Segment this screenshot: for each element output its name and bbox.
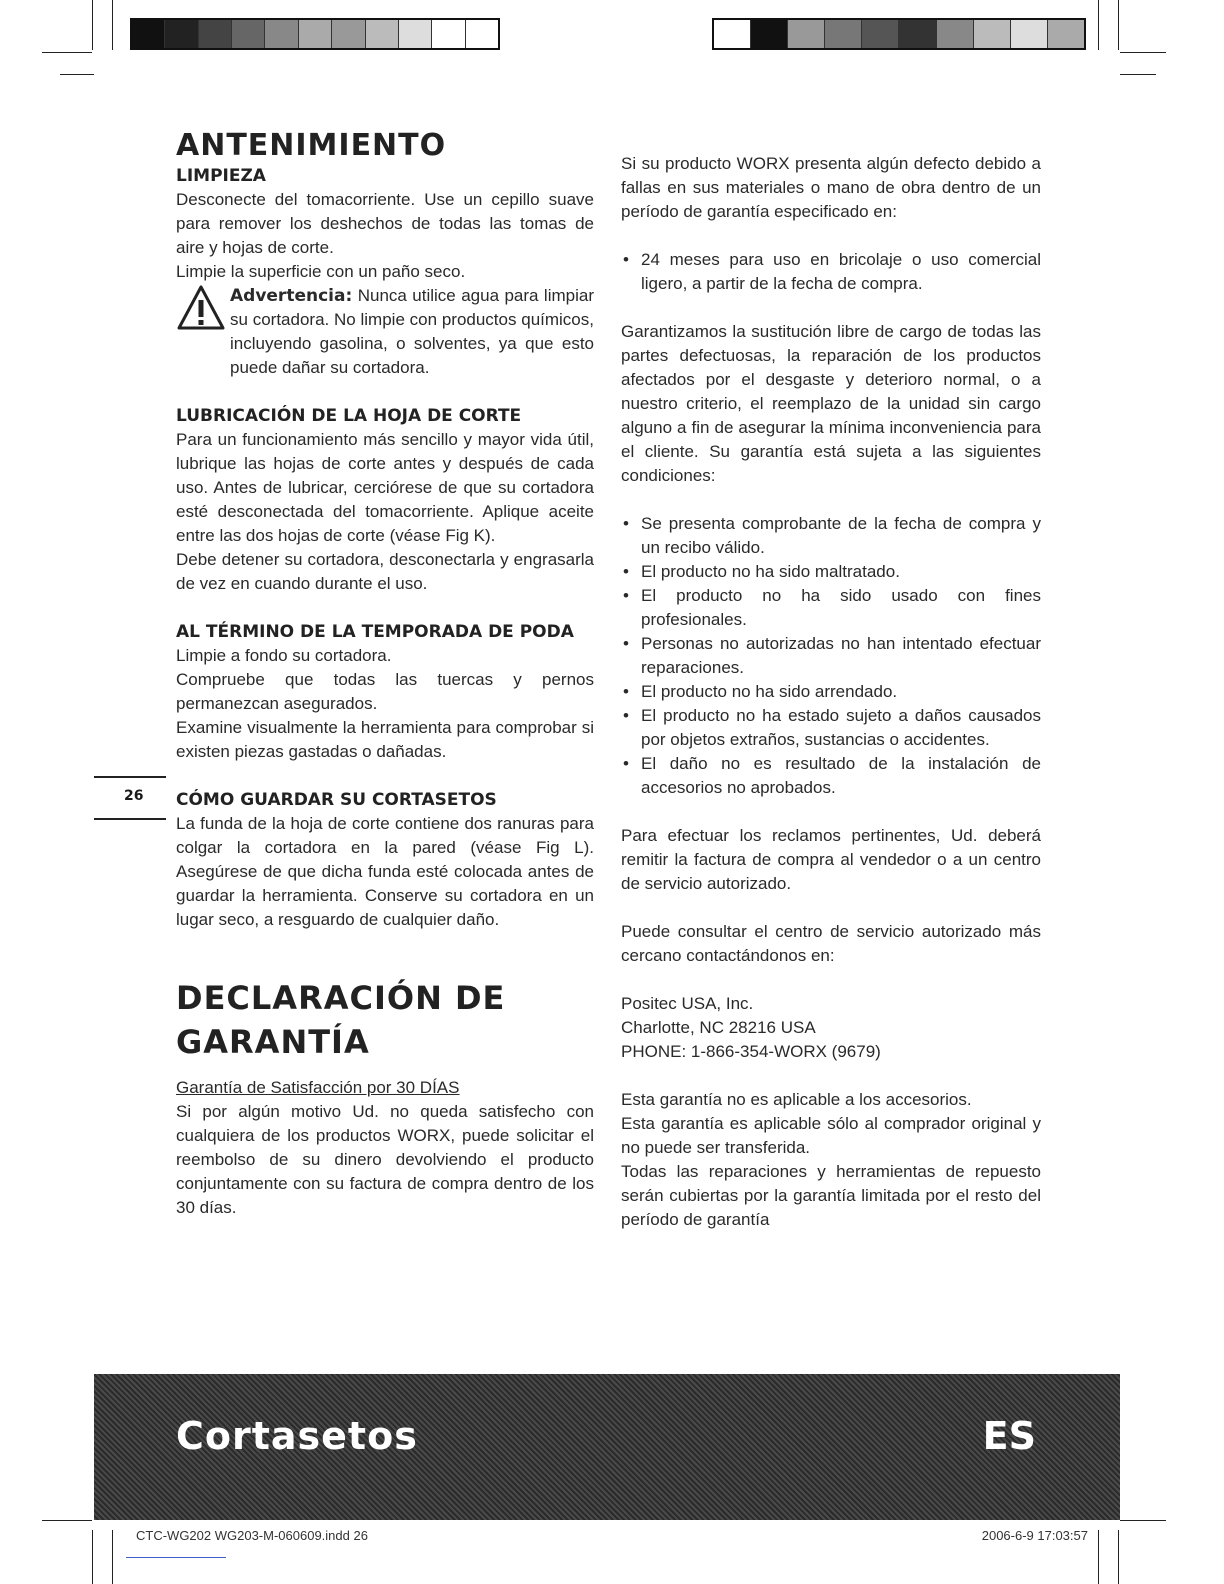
- heading-termino: AL TÉRMINO DE LA TEMPORADA DE PODA: [176, 622, 574, 642]
- crop-mark: [1118, 0, 1119, 50]
- list-item: • El daño no es resultado de la instalación de accesorios no aprobados.: [621, 752, 1041, 800]
- crop-mark: [60, 74, 94, 75]
- warning-text: [230, 284, 594, 380]
- warning-triangle-icon: [176, 284, 226, 332]
- crop-mark: [1120, 52, 1166, 53]
- crop-mark: [1098, 1530, 1099, 1584]
- phone-line: PHONE: 1-866-354-WORX (9679): [621, 1042, 881, 1061]
- list-item: • 24 meses para uso en bricolaje o uso comercial ligero, a partir de la fecha de compra.: [621, 248, 1041, 296]
- crop-mark: [1098, 0, 1099, 50]
- garantia-paragraph: Si por algún motivo Ud. no queda satisfecho con cualquiera de los productos WORX, puede solicitar el reembolso de su dinero devolviendo el producto conjuntamente con su factura de compra dentro de los 30 días.: [176, 1102, 594, 1217]
- warning-label: Advertencia:: [230, 286, 353, 306]
- section-title-garantia-1: DECLARACIÓN DE: [176, 979, 506, 1017]
- crop-mark: [92, 1530, 93, 1584]
- list-item: • El producto no ha estado sujeto a daños causados por objetos extraños, sustancias o accidentes.: [621, 704, 1041, 752]
- termino-paragraph-3: Examine visualmente la herramienta para comprobar si existen piezas gastadas o dañadas.: [176, 718, 594, 761]
- crop-mark: [1118, 1530, 1119, 1584]
- section-title-mantenimiento: ANTENIMIENTO: [176, 128, 447, 163]
- warranty-coverage: Garantizamos la sustitución libre de cargo de todas las partes defectuosas, la reparación de los productos afectados por el desgaste y deterioro normal, o a nuestro criterio, el reemplazo de la unidad sin cargo alguno a fin de asegurar la mínima inconveniencia para el cliente. Su garantía está sujeta a las siguientes condiciones:: [621, 322, 1041, 485]
- heading-lubricacion: LUBRICACIÓN DE LA HOJA DE CORTE: [176, 406, 522, 426]
- color-bar-right: [712, 18, 1086, 50]
- crop-mark: [1120, 74, 1156, 75]
- address-line: Positec USA, Inc.: [621, 994, 754, 1013]
- crop-mark: [112, 1530, 113, 1584]
- list-item: • Se presenta comprobante de la fecha de compra y un recibo válido.: [621, 512, 1041, 560]
- list-item: • El producto no ha sido arrendado.: [621, 680, 1041, 704]
- address-line: Charlotte, NC 28216 USA: [621, 1018, 816, 1037]
- warning-block: [176, 284, 594, 380]
- warranty-conditions-list: [621, 512, 1041, 800]
- crop-mark: [42, 52, 92, 53]
- termino-paragraph: Limpie a fondo su cortadora.: [176, 646, 392, 665]
- color-bar-left: [130, 18, 500, 50]
- list-item: • El producto no ha sido usado con fines profesionales.: [621, 584, 1041, 632]
- list-item: • El producto no ha sido maltratado.: [621, 560, 1041, 584]
- transfer-note: Esta garantía es aplicable sólo al comprador original y no puede ser transferida.: [621, 1114, 1041, 1157]
- lubricacion-paragraph: Para un funcionamiento más sencillo y mayor vida útil, lubrique las hojas de corte antes y después de cada uso. Antes de lubricar, cerciórese de que su cortadora esté desconectada del tomacorriente. Aplique aceite entre las dos hojas de corte (véase Fig K).: [176, 430, 594, 545]
- crop-mark: [42, 1520, 92, 1521]
- right-column: [621, 152, 1041, 1232]
- section-title-garantia-2: GARANTÍA: [176, 1023, 370, 1061]
- limpieza-paragraph: Desconecte del tomacorriente. Use un cepillo suave para remover los deshechos de todas las tomas de aire y hojas de corte.: [176, 190, 594, 257]
- claims-paragraph: Para efectuar los reclamos pertinentes, Ud. deberá remitir la factura de compra al vendedor o a un centro de servicio autorizado.: [621, 826, 1041, 893]
- slug-filename: CTC-WG202 WG203-M-060609.indd 26: [136, 1528, 368, 1543]
- crop-mark: [92, 0, 93, 50]
- repairs-note: Todas las reparaciones y herramientas de repuesto serán cubiertas por la garantía limitada por el resto del período de garantía: [621, 1162, 1041, 1229]
- footer-product-title: Cortasetos: [176, 1414, 418, 1458]
- slug-underline: [126, 1557, 226, 1558]
- crop-mark: [112, 0, 113, 50]
- garantia-subheading: Garantía de Satisfacción por 30 DÍAS: [176, 1078, 460, 1097]
- crop-mark: [1120, 1520, 1166, 1521]
- warranty-intro: Si su producto WORX presenta algún defecto debido a fallas en sus materiales o mano de obra dentro de un período de garantía especificado en:: [621, 154, 1041, 221]
- left-column: [176, 128, 594, 1220]
- termino-paragraph-2: Compruebe que todas las tuercas y pernos permanezcan asegurados.: [176, 670, 594, 713]
- accessories-note: Esta garantía no es aplicable a los accesorios.: [621, 1090, 972, 1109]
- lubricacion-paragraph-2: Debe detener su cortadora, desconectarla y engrasarla de vez en cuando durante el uso.: [176, 550, 594, 593]
- warning-body: Nunca utilice agua para limpiar su cortadora. No limpie con productos químicos, incluyendo gasolina, o solventes, ya que esto puede dañar su cortadora.: [230, 286, 594, 377]
- page-number: 26: [124, 788, 144, 804]
- heading-limpieza: LIMPIEZA: [176, 166, 266, 186]
- footer-language-code: ES: [982, 1414, 1036, 1458]
- service-center-paragraph: Puede consultar el centro de servicio autorizado más cercano contactándonos en:: [621, 922, 1041, 965]
- list-item: • Personas no autorizadas no han intentado efectuar reparaciones.: [621, 632, 1041, 680]
- warranty-period-list: [621, 248, 1041, 296]
- guardar-paragraph: La funda de la hoja de corte contiene dos ranuras para colgar la cortadora en la pared (véase Fig L). Asegúrese de que dicha funda esté colocada antes de guardar la herramienta. Conserve su cortadora en un lugar seco, a resguardo de cualquier daño.: [176, 814, 594, 929]
- slug-timestamp: 2006-6-9 17:03:57: [981, 1528, 1088, 1543]
- footer-band: [94, 1374, 1120, 1520]
- page-number-tab: [94, 776, 166, 820]
- limpieza-paragraph-2: Limpie la superficie con un paño seco.: [176, 262, 466, 281]
- heading-guardar: CÓMO GUARDAR SU CORTASETOS: [176, 790, 497, 810]
